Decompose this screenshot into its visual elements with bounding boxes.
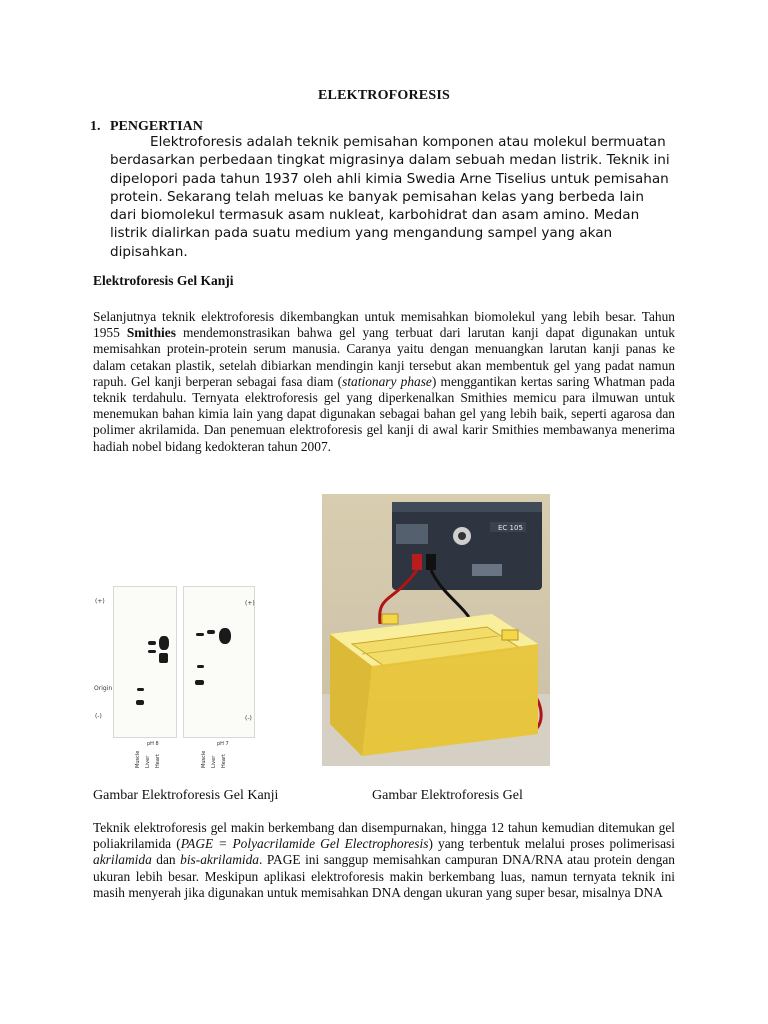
section-heading: PENGERTIAN: [110, 119, 203, 134]
gel-band: [136, 700, 144, 705]
text-run: . PAGE ini sanggup memisahkan campuran DNA/RNA atau protein dengan ukuran lebih besar. Meskipun aplikasi elektroforesis makin berkembang luas, namun ternyata teknik ini masih menyerah jika digunakan untuk memisahkan DNA dengan ukuran yang super besar, misalnya DNA: [93, 852, 675, 900]
gel-band: [197, 665, 204, 668]
figure-caption-right: Gambar Elektroforesis Gel: [372, 788, 523, 803]
ph-label-left: pH 8: [147, 741, 159, 747]
gel-band: [159, 636, 169, 650]
italic-term: akrilamida: [93, 852, 152, 868]
text-run: Teknik elektroforesis gel makin berkembang dan disempurnakan, hingga 12 tahun kemudian ditemukan gel poliakrilamida (: [93, 820, 675, 852]
text-run: dan: [151, 852, 181, 868]
starch-gel-figure: [93, 578, 265, 770]
subsection-heading: Elektroforesis Gel Kanji: [93, 273, 234, 288]
apparatus-illustration: [322, 494, 550, 766]
gel-band: [219, 628, 231, 644]
document-title: ELEKTROFORESIS: [318, 88, 450, 103]
gel-band: [148, 650, 156, 653]
device-label: EC 105: [498, 524, 523, 532]
italic-term: bis-akrilamida: [180, 852, 259, 868]
lane-label: Heart: [155, 754, 161, 768]
gel-band: [196, 633, 204, 636]
text-run: ) menggantikan kertas saring Whatman pada teknik terdahulu. Ternyata elektroforesis gel yang diperkenalkan Smithies memicu para ilmuwan untuk menemukan bahan kimia lain yang dapat digunakan sebagai bahan gel yang lebih baik, seperti agarosa dan polimer akrilamida. Dan penemuan elektroforesis gel kanji di awal karir Smithies membawanya menerima hadiah nobel bidang kedokteran tahun 2007.: [93, 373, 675, 454]
text-run: mendemonstrasikan bahwa gel yang terbuat dari larutan kanji dapat digunakan untuk memisahkan protein-protein serum manusia. Caranya yaitu dengan menuangkan larutan kanji panas ke dalam cetakan plastik, setelah dibiarkan mendingin kanji tersebut akan membentuk gel yang padat namun rapuh. Gel kanji berperan sebagai fasa diam (: [93, 325, 675, 389]
starch-gel-paragraph: [93, 309, 675, 455]
gel-band: [148, 641, 156, 645]
gel-band: [207, 630, 215, 634]
minus-label: (-): [95, 713, 102, 720]
gel-band: [159, 653, 168, 663]
origin-label: Origin: [94, 685, 113, 692]
figure-caption-left: Gambar Elektroforesis Gel Kanji: [93, 788, 279, 803]
section-intro-paragraph: Elektroforesis adalah teknik pemisahan komponen atau molekul bermuatan berdasarkan perbedaan tingkat migrasinya dalam sebuah medan listrik. Teknik ini dipelopori pada tahun 1937 oleh ahli kimia Swedia Arne Tiselius untuk pemisahan protein. Sekarang telah meluas ke banyak pemisahan kelas yang berbeda lain dari biomolekul termasuk asam nukleat, karbohidrat dan asam amino. Medan listrik dialirkan pada suatu medium yang mengandung sampel yang akan dipisahkan.: [110, 134, 670, 260]
plus-label-right: (+): [245, 600, 255, 607]
ph-label-right: pH 7: [217, 741, 229, 747]
minus-label-right: (-): [245, 715, 252, 722]
italic-term: stationary phase: [342, 373, 432, 389]
plus-label: (+): [95, 598, 105, 605]
lane-label: Muscle: [201, 750, 207, 768]
lane-label: Heart: [221, 754, 227, 768]
gel-apparatus-photo: [322, 494, 550, 766]
gel-band: [137, 688, 144, 691]
lane-label: Liver: [145, 755, 151, 768]
section-number: 1.: [90, 119, 101, 134]
italic-term: PAGE = Polyacrilamide Gel Electrophoresis: [180, 836, 429, 852]
page-gel-paragraph: [93, 820, 675, 901]
text-run: ) yang terbentuk melalui proses polimerisasi: [428, 836, 675, 852]
lane-label: Liver: [211, 755, 217, 768]
text-run: Selanjutnya teknik elektroforesis dikembangkan untuk memisahkan biomolekul yang lebih besar. Tahun 1955: [93, 309, 675, 341]
lane-label: Muscle: [135, 750, 141, 768]
bold-name: Smithies: [126, 325, 176, 341]
gel-band: [195, 680, 204, 685]
